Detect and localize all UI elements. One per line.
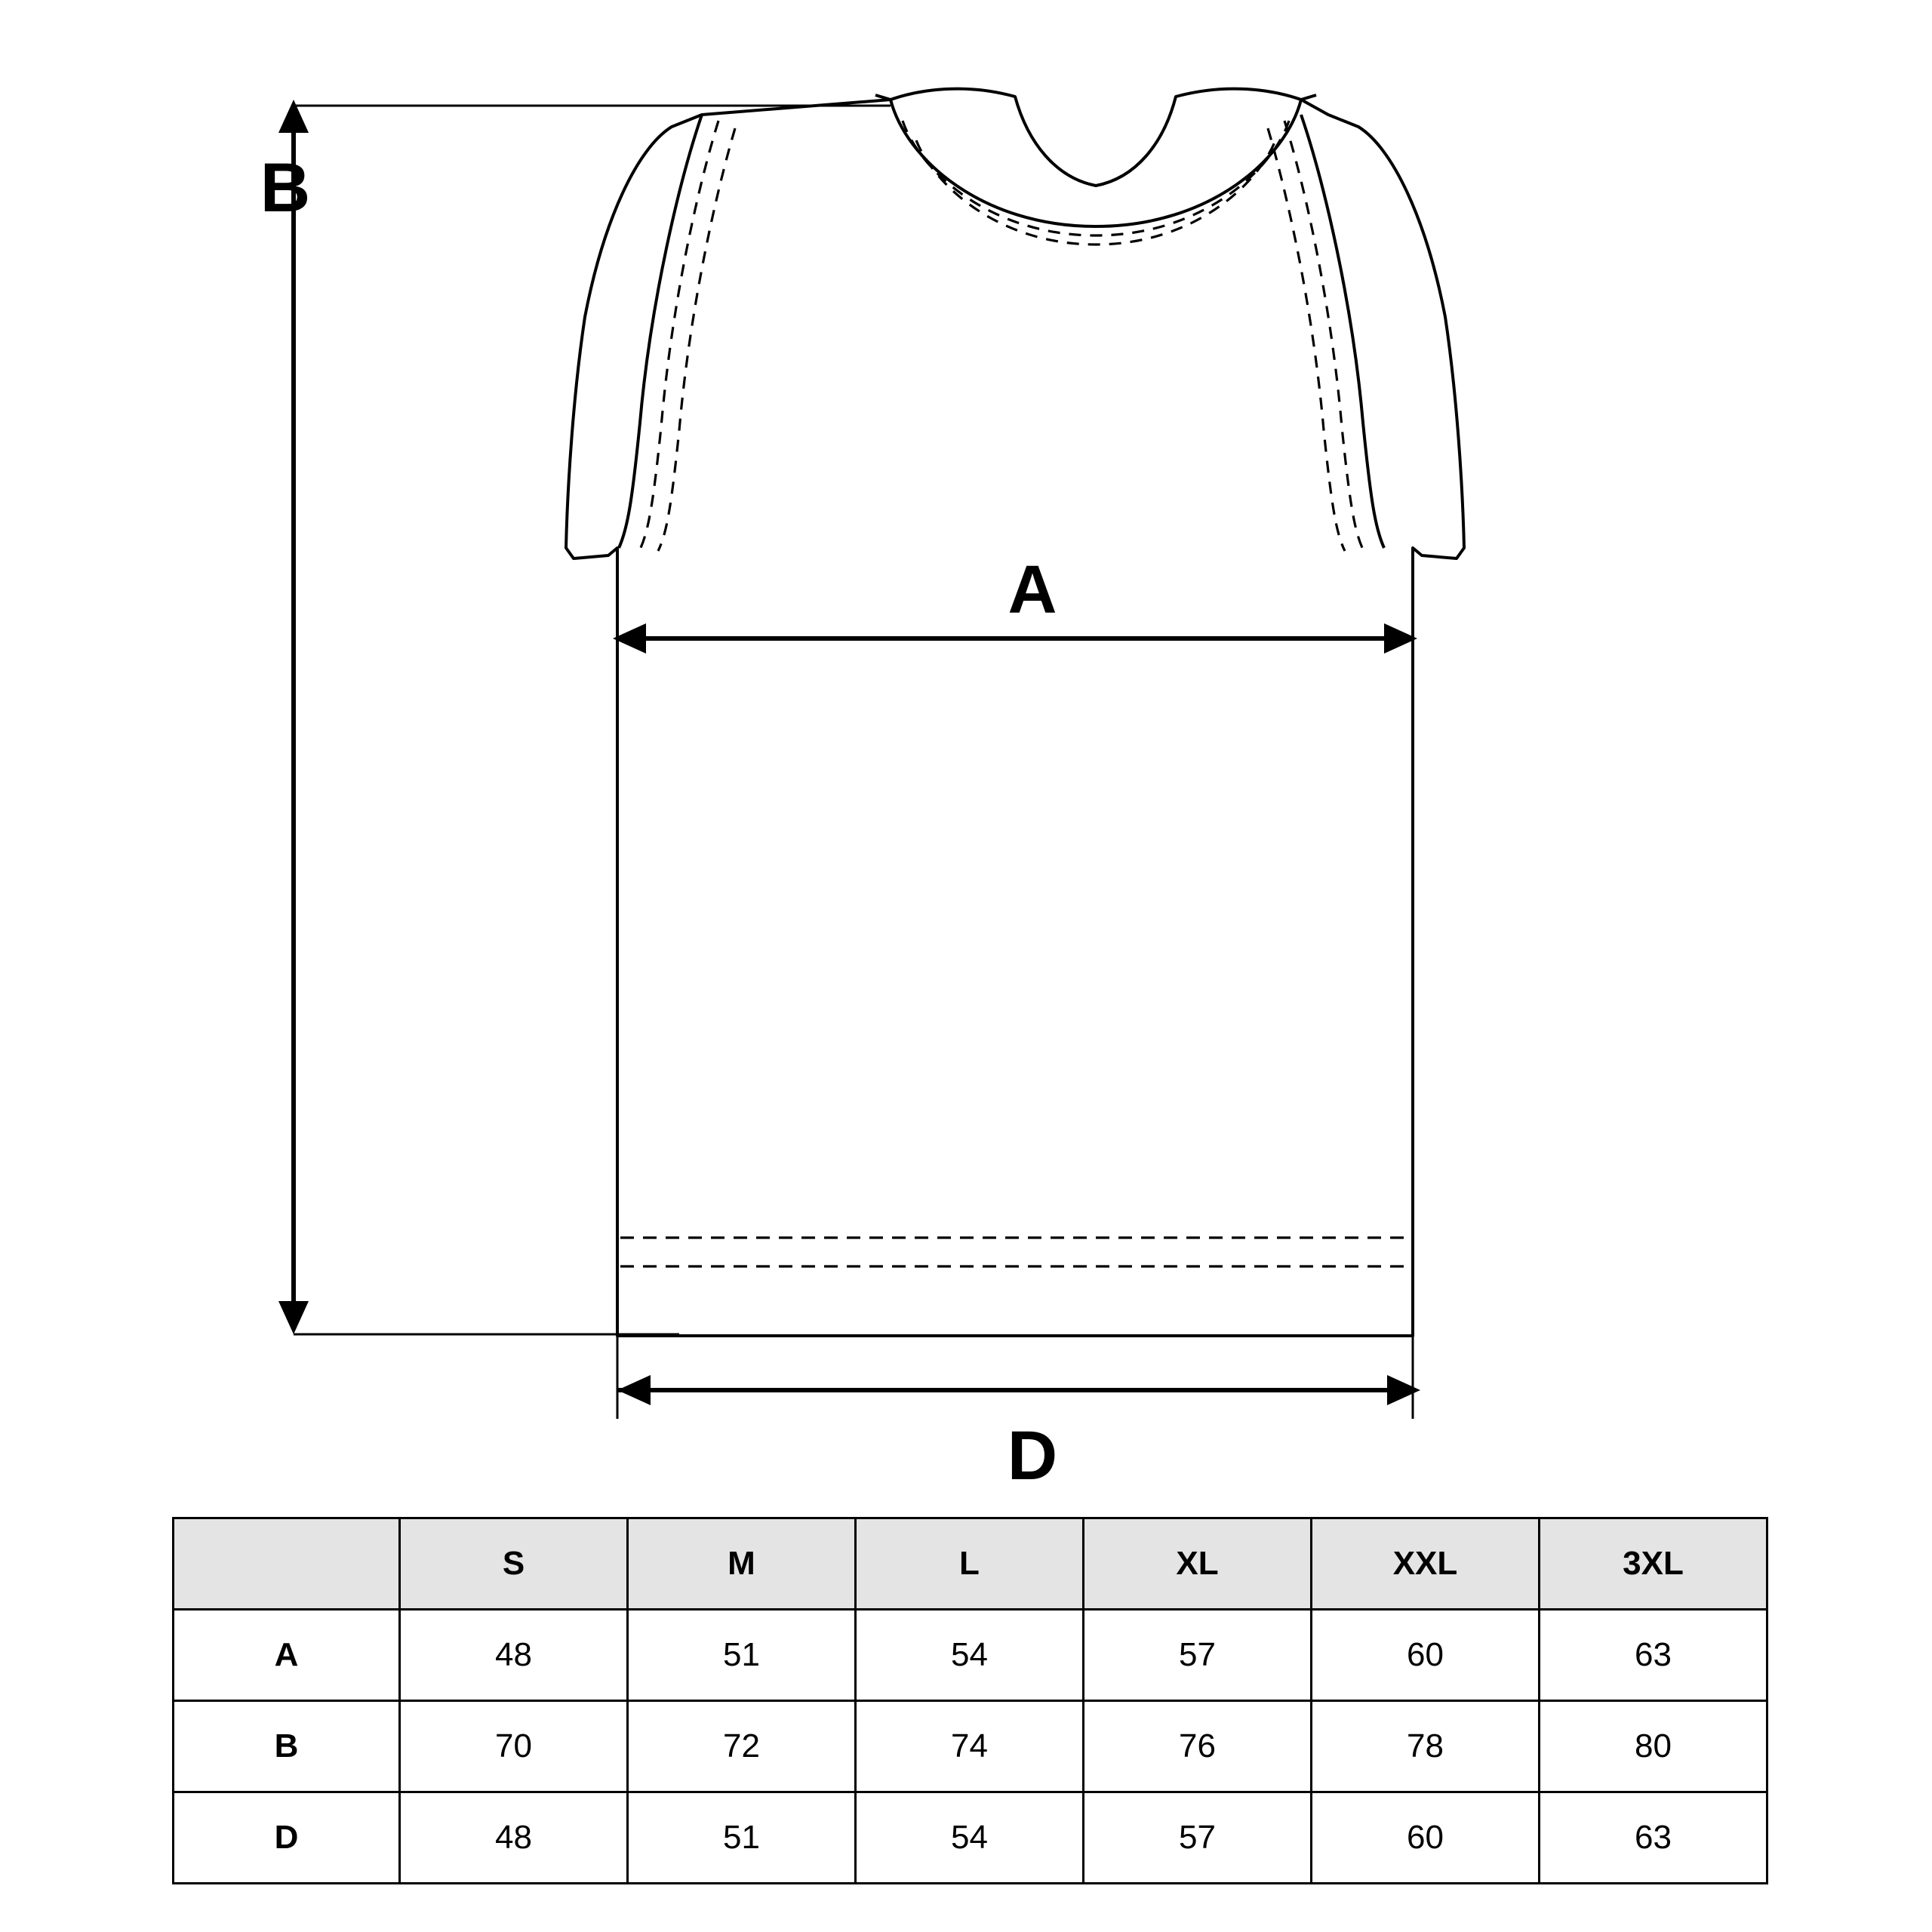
cell-b-m: 72 (628, 1701, 856, 1792)
dimension-d (617, 1336, 1420, 1494)
table-header-l: L (856, 1518, 1084, 1610)
table-row (174, 1701, 1767, 1792)
table-header-s: S (400, 1518, 628, 1610)
table-header-xl: XL (1084, 1518, 1312, 1610)
cell-a-3xl: 63 (1540, 1610, 1767, 1701)
cell-d-s: 48 (400, 1792, 628, 1884)
dimension-b-label: B (260, 149, 311, 226)
table-header-row (174, 1518, 1767, 1610)
row-label-b: B (174, 1701, 400, 1792)
cell-b-l: 74 (856, 1701, 1084, 1792)
table-row (174, 1792, 1767, 1884)
cell-d-xl: 57 (1084, 1792, 1312, 1884)
table-row (174, 1610, 1767, 1701)
cell-a-s: 48 (400, 1610, 628, 1701)
cell-a-xxl: 60 (1312, 1610, 1540, 1701)
cell-a-m: 51 (628, 1610, 856, 1701)
size-table (172, 1517, 1768, 1884)
row-label-a: A (174, 1610, 400, 1701)
cell-b-xxl: 78 (1312, 1701, 1540, 1792)
table-header-xxl: XXL (1312, 1518, 1540, 1610)
cell-a-l: 54 (856, 1610, 1084, 1701)
cell-d-3xl: 63 (1540, 1792, 1767, 1884)
cell-d-m: 51 (628, 1792, 856, 1884)
dimension-a-label: A (1008, 552, 1057, 628)
table-corner-cell (174, 1518, 400, 1610)
dimension-d-label: D (1007, 1417, 1058, 1494)
cell-b-s: 70 (400, 1701, 628, 1792)
cell-b-xl: 76 (1084, 1701, 1312, 1792)
table-header-3xl: 3XL (1540, 1518, 1767, 1610)
cell-b-3xl: 80 (1540, 1701, 1767, 1792)
table-header-m: M (628, 1518, 856, 1610)
size-table-container (172, 1517, 1764, 1884)
row-label-d: D (174, 1792, 400, 1884)
cell-d-l: 54 (856, 1792, 1084, 1884)
cell-a-xl: 57 (1084, 1610, 1312, 1701)
cell-d-xxl: 60 (1312, 1792, 1540, 1884)
